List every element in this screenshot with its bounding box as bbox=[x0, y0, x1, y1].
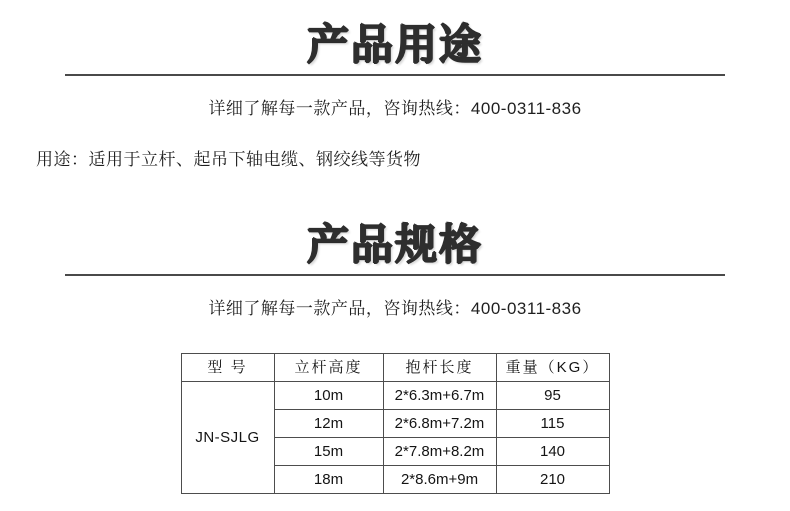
table-header-weight: 重量（KG） bbox=[496, 354, 609, 382]
section-spec-divider bbox=[65, 274, 725, 276]
table-cell-length: 2*6.8m+7.2m bbox=[383, 410, 496, 438]
spec-table bbox=[181, 353, 610, 494]
table-cell-weight: 95 bbox=[496, 382, 609, 410]
section-usage-title: 产品用途 bbox=[306, 21, 483, 68]
section-spec-header bbox=[0, 222, 790, 276]
table-cell-height: 15m bbox=[274, 438, 383, 466]
section-usage-divider bbox=[65, 74, 725, 76]
table-cell-length: 2*6.3m+6.7m bbox=[383, 382, 496, 410]
table-cell-length: 2*8.6m+9m bbox=[383, 466, 496, 494]
table-cell-height: 18m bbox=[274, 466, 383, 494]
table-cell-model: JN-SJLG bbox=[181, 382, 274, 494]
table-cell-length: 2*7.8m+8.2m bbox=[383, 438, 496, 466]
section-spec bbox=[0, 170, 790, 494]
spec-table-wrapper bbox=[0, 353, 790, 494]
section-usage-subtitle: 详细了解每一款产品，咨询热线：400-0311-836 bbox=[208, 99, 582, 119]
section-spec-subtitle: 详细了解每一款产品，咨询热线：400-0311-836 bbox=[208, 299, 582, 319]
table-cell-weight: 140 bbox=[496, 438, 609, 466]
section-usage-header bbox=[0, 22, 790, 76]
table-header-height: 立杆高度 bbox=[274, 354, 383, 382]
table-header-model: 型 号 bbox=[181, 354, 274, 382]
table-row bbox=[181, 382, 609, 410]
section-spec-title: 产品规格 bbox=[306, 221, 483, 269]
table-cell-weight: 210 bbox=[496, 466, 609, 494]
usage-description: 用途：适用于立杆、起吊下轴电缆、钢绞线等货物 bbox=[36, 150, 421, 170]
table-cell-height: 10m bbox=[274, 382, 383, 410]
table-header-length: 抱杆长度 bbox=[383, 354, 496, 382]
table-header-row bbox=[181, 354, 609, 382]
table-cell-height: 12m bbox=[274, 410, 383, 438]
table-cell-weight: 115 bbox=[496, 410, 609, 438]
section-usage bbox=[0, 0, 790, 170]
